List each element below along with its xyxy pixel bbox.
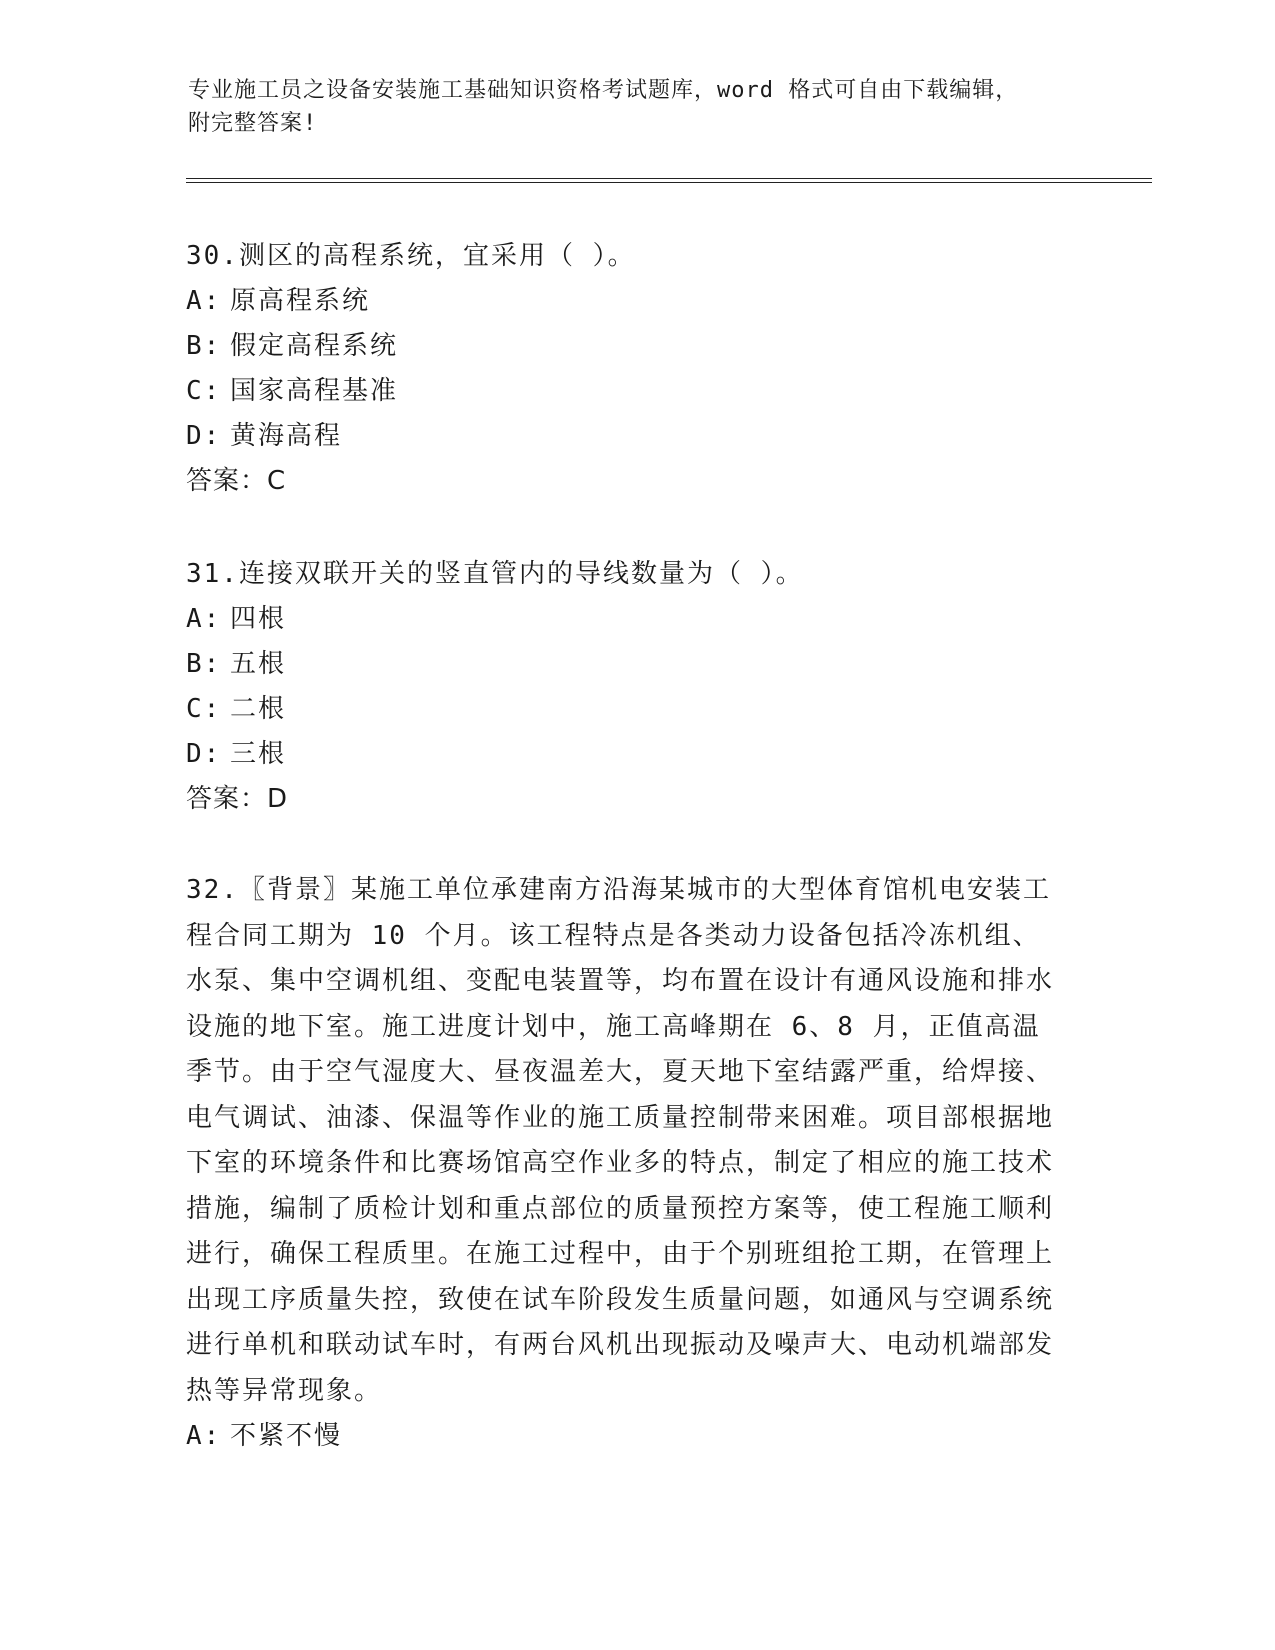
option-a — [186, 1414, 1086, 1459]
question-title: 32.〖背景〗某施工单位承建南方沿海某城市的大型体育馆机电安装工程合同工期为 10 个月。该工程特点是各类动力设备包括冷冻机组、水泵、集中空调机组、变配电装置等，均布置在设计有通风设施和排水设施的地下室。施工进度计划中，施工高峰期在 6、8 月，正值高温季节。由于空气湿度大、昼夜温差大，夏天地下室结露严重，给焊接、电气调试、油漆、保温等作业的施工质量控制带来困难。项目部根据地下室的环境条件和比赛场馆高空作业多的特点，制定了相应的施工技术措施，编制了质检计划和重点部位的质量预控方案等，使工程施工顺利进行，确保工程质里。在施工过程中，由于个别班组抢工期，在管理上出现工序质量失控，致使在试车阶段发生质量问题，如通风与空调系统进行单机和联动试车时，有两台风机出现振动及噪声大、电动机端部发热等异常现象。 — [186, 875, 1055, 1406]
question-title: 30.测区的高程系统，宜采用（ ）。 — [186, 241, 636, 271]
option-text: 国家高程基准 — [230, 376, 399, 406]
question-30 — [186, 234, 1086, 504]
option-letter: B: — [186, 649, 222, 679]
option-letter: B: — [186, 331, 222, 361]
option-text: 不紧不慢 — [230, 1421, 343, 1451]
header-line-2: 附完整答案! — [188, 111, 318, 136]
option-letter: D: — [186, 739, 222, 769]
option-text: 假定高程系统 — [230, 331, 399, 361]
option-text: 原高程系统 — [230, 286, 371, 316]
option-letter: C: — [186, 376, 222, 406]
option-d — [186, 414, 1086, 459]
option-text: 三根 — [230, 739, 287, 769]
option-text: 五根 — [230, 649, 287, 679]
option-d — [186, 732, 1086, 777]
option-letter: A: — [186, 1421, 222, 1451]
option-letter: C: — [186, 694, 222, 724]
option-text: 二根 — [230, 694, 287, 724]
option-b — [186, 324, 1086, 369]
option-a — [186, 279, 1086, 324]
option-text: 黄海高程 — [230, 421, 343, 451]
question-32 — [186, 868, 1086, 1459]
question-31 — [186, 552, 1086, 822]
question-title: 31.连接双联开关的竖直管内的导线数量为（ ）。 — [186, 559, 804, 589]
header-divider — [186, 178, 1152, 183]
option-c — [186, 687, 1086, 732]
answer-line: 答案：D — [186, 784, 289, 814]
answer-line: 答案：C — [186, 466, 287, 496]
page-header — [188, 74, 1088, 140]
option-letter: A: — [186, 286, 222, 316]
option-c — [186, 369, 1086, 414]
header-line-1: 专业施工员之设备安装施工基础知识资格考试题库，word 格式可自由下载编辑， — [188, 78, 1019, 103]
option-a — [186, 597, 1086, 642]
option-text: 四根 — [230, 604, 287, 634]
option-letter: D: — [186, 421, 222, 451]
option-b — [186, 642, 1086, 687]
option-letter: A: — [186, 604, 222, 634]
